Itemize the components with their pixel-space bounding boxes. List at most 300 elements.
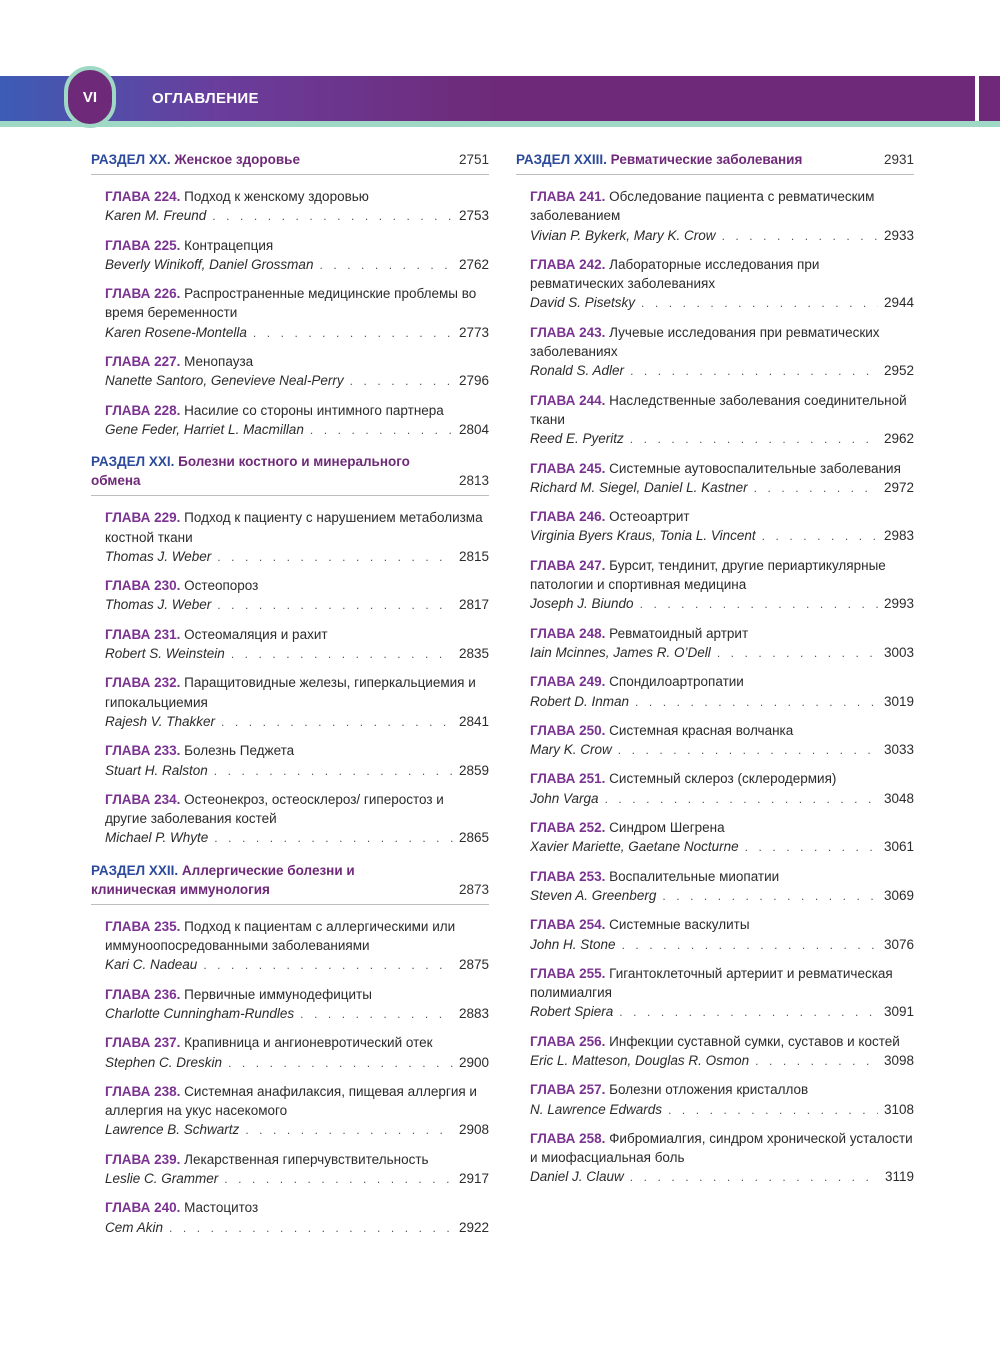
chapter-heading [105,187,489,206]
chapter-page: 3003 [883,644,914,660]
dot-leader [310,421,453,440]
chapter-number: ГЛАВА 235. [105,918,181,934]
chapter-title: Болезни отложения кристаллов [609,1082,809,1098]
page-number-badge [64,66,116,128]
chapter-number: ГЛАВА 243. [530,324,606,340]
chapter-page: 2962 [883,431,914,447]
author-line [105,644,489,664]
chapter-title: Лучевые исследования при ревматических заболеваниях [530,324,880,360]
chapter-entry[interactable] [530,1032,914,1072]
chapter-heading [105,1033,489,1052]
chapter-entry[interactable] [530,391,914,450]
chapter-author: Eric L. Matteson, Douglas R. Osmon [530,1052,750,1068]
chapter-page: 2753 [458,208,489,224]
chapter-number: ГЛАВА 246. [530,509,606,525]
chapter-entry[interactable] [530,187,914,246]
page-number: VI [82,88,98,106]
chapter-entry[interactable] [530,867,914,907]
chapter-title: Контрацепция [184,237,274,253]
author-line [105,420,489,440]
section-name: Болезни костного и минерального обмена [91,454,410,489]
chapter-page: 3033 [883,742,914,758]
section-title [91,861,411,899]
chapter-author: Robert S. Weinstein [105,646,225,662]
chapter-heading [530,964,914,1003]
chapter-page: 3098 [883,1052,914,1068]
chapter-author: Iain Mcinnes, James R. O’Dell [530,644,711,660]
chapter-number: ГЛАВА 224. [105,189,181,204]
chapter-author: Reed E. Pyeritz [530,431,624,447]
chapter-page: 3119 [884,1169,914,1185]
section-heading[interactable] [91,452,489,496]
chapter-number: ГЛАВА 258. [530,1130,606,1146]
chapter-title: Насилие со стороны интимного партнера [184,402,444,418]
chapter-heading [105,673,489,712]
chapter-number: ГЛАВА 257. [530,1082,606,1098]
chapter-number: ГЛАВА 252. [530,820,606,836]
section-title [516,150,802,169]
chapter-number: ГЛАВА 254. [530,917,606,933]
chapter-page: 3076 [883,936,914,952]
chapter-entry[interactable] [105,741,489,781]
chapter-heading [105,741,489,760]
author-line [530,226,914,246]
chapter-page: 2952 [883,363,914,379]
chapter-entry[interactable] [530,915,914,955]
chapter-number: ГЛАВА 250. [530,722,606,738]
dot-leader [668,1101,878,1120]
section-number: РАЗДЕЛ XX. [91,152,171,167]
chapter-entry[interactable] [105,576,489,616]
chapter-author: Lawrence B. Schwartz [105,1122,240,1138]
author-line [530,1100,914,1120]
chapter-entry[interactable] [530,672,914,712]
chapter-title: Болезнь Педжета [184,743,295,759]
chapter-author: Thomas J. Weber [105,597,212,613]
chapter-heading [530,915,914,934]
chapter-number: ГЛАВА 255. [530,965,606,981]
chapter-title: Остеоартрит [609,509,690,525]
chapter-number: ГЛАВА 248. [530,625,606,641]
author-line [530,789,914,809]
chapter-title: Менопауза [184,354,254,370]
chapter-heading [530,867,914,886]
author-line [105,1120,489,1140]
author-line [105,547,489,567]
chapter-page: 2972 [883,479,914,495]
dot-leader [745,838,878,857]
chapter-number: ГЛАВА 242. [530,256,606,272]
chapter-heading [105,284,489,323]
chapter-author: Xavier Mariette, Gaetane Nocturne [530,839,739,855]
dot-leader [618,741,878,760]
chapter-heading [530,1032,914,1051]
author-line [530,1051,914,1071]
chapter-number: ГЛАВА 228. [105,402,181,418]
chapter-title: Обследование пациента с ревматическим заболеванием [530,189,875,224]
chapter-number: ГЛАВА 236. [105,986,181,1002]
chapter-page: 2933 [883,227,914,243]
author-line [105,323,489,343]
chapter-heading [105,352,489,371]
chapter-title: Бурсит, тендинит, другие периартикулярные патологии и спортивная медицина [530,557,886,593]
dot-leader [231,645,453,664]
chapter-number: ГЛАВА 234. [105,791,181,807]
toc-right-column [516,150,914,1197]
section-title [91,452,411,490]
dot-leader [217,548,453,567]
dot-leader [245,1121,453,1140]
author-line [105,1053,489,1073]
dot-leader [754,479,878,498]
chapter-heading [105,1198,489,1217]
chapter-title: Системная красная волчанка [609,722,794,738]
dot-leader [605,790,878,809]
chapter-title: Наследственные заболевания соединительной ткани [530,392,907,427]
chapter-entry[interactable] [105,508,489,567]
chapter-heading [530,507,914,526]
author-line [105,955,489,975]
author-line [105,595,489,615]
chapter-number: ГЛАВА 227. [105,354,181,370]
chapter-heading [530,187,914,226]
dot-leader [717,644,878,663]
dot-leader [640,595,878,614]
chapter-entry[interactable] [105,187,489,227]
dot-leader [762,527,878,546]
chapter-page: 2804 [458,421,489,437]
section-heading[interactable] [91,150,489,175]
chapter-title: Гигантоклеточный артериит и ревматическая полимиалгия [530,965,893,1001]
chapter-number: ГЛАВА 249. [530,674,606,690]
chapter-title: Распространенные медицинские проблемы во время беременности [105,286,477,321]
chapter-page: 2900 [458,1054,489,1070]
chapter-entry[interactable] [105,1082,489,1141]
chapter-page: 2944 [883,295,914,311]
dot-leader [630,362,878,381]
dot-leader [228,1054,453,1073]
chapter-author: John Varga [530,790,599,806]
chapter-heading [105,985,489,1004]
chapter-author: Mary K. Crow [530,742,612,758]
dot-leader [630,430,878,449]
dot-leader [214,762,453,781]
section-page: 2751 [458,152,489,167]
chapter-entry[interactable] [530,1129,914,1188]
dot-leader [755,1052,878,1071]
chapter-author: Joseph J. Biundo [530,596,634,612]
chapter-page: 2993 [883,596,914,612]
author-line [105,1218,489,1238]
chapter-page: 3061 [883,839,914,855]
chapter-page: 2841 [458,713,489,729]
chapter-number: ГЛАВА 245. [530,460,606,476]
chapter-entry[interactable] [530,964,914,1023]
chapter-number: ГЛАВА 232. [105,675,181,691]
chapter-page: 2917 [458,1170,489,1186]
chapter-heading [530,672,914,691]
chapter-entry[interactable] [530,624,914,664]
author-line [105,1169,489,1189]
chapter-title: Системные васкулиты [609,917,750,933]
chapter-author: Daniel J. Clauw [530,1169,624,1185]
author-line [530,886,914,906]
chapter-entry[interactable] [530,556,914,615]
author-line [530,293,914,313]
header-band [0,76,1000,121]
author-line [105,1004,489,1024]
chapter-entry[interactable] [105,673,489,732]
dot-leader [300,1005,453,1024]
author-line [105,712,489,732]
chapter-author: Thomas J. Weber [105,548,212,564]
chapter-title: Инфекции суставной сумки, суставов и костей [609,1033,900,1049]
author-line [530,643,914,663]
chapter-author: Vivian P. Bykerk, Mary K. Crow [530,227,716,243]
section-heading[interactable] [91,861,489,905]
chapter-author: Rajesh V. Thakker [105,713,216,729]
chapter-entry[interactable] [105,625,489,665]
chapter-title: Синдром Шегрена [609,820,725,836]
chapter-title: Спондилоартропатии [609,674,744,690]
author-line [530,740,914,760]
chapter-entry[interactable] [105,1150,489,1190]
author-line [105,371,489,391]
chapter-author: Beverly Winikoff, Daniel Grossman [105,256,314,272]
chapter-author: Virginia Byers Kraus, Tonia L. Vincent [530,528,756,544]
chapter-title: Системные аутовоспалительные заболевания [609,460,901,476]
chapter-entry[interactable] [105,236,489,276]
chapter-page: 2908 [458,1122,489,1138]
chapter-heading [105,401,489,420]
chapter-entry[interactable] [530,255,914,314]
chapter-heading [530,391,914,430]
chapter-entry[interactable] [530,323,914,382]
chapter-title: Подход к пациенту с нарушением метаболизма костной ткани [105,510,483,545]
author-line [530,837,914,857]
chapter-number: ГЛАВА 247. [530,557,606,573]
author-line [105,206,489,226]
chapter-author: Kari C. Nadeau [105,957,198,973]
chapter-author: Karen M. Freund [105,208,207,224]
section-page: 2813 [458,473,489,489]
chapter-author: N. Lawrence Edwards [530,1101,663,1117]
chapter-author: Robert Spiera [530,1004,614,1020]
author-line [530,692,914,712]
section-number: РАЗДЕЛ XXII. [91,862,179,878]
chapter-number: ГЛАВА 239. [105,1151,181,1167]
chapter-heading [530,624,914,643]
chapter-heading [530,556,914,595]
chapter-author: Charlotte Cunningham-Rundles [105,1005,295,1021]
chapter-number: ГЛАВА 229. [105,510,181,526]
chapter-heading [105,576,489,595]
dot-leader [630,1168,879,1187]
author-line [530,1002,914,1022]
chapter-heading [105,236,489,255]
chapter-number: ГЛАВА 237. [105,1035,181,1051]
chapter-page: 2815 [458,548,489,564]
chapter-entry[interactable] [530,818,914,858]
chapter-heading [105,508,489,547]
chapter-heading [530,255,914,294]
chapter-page: 3019 [883,693,914,709]
chapter-heading [105,625,489,644]
author-line [105,828,489,848]
chapter-number: ГЛАВА 253. [530,868,606,884]
chapter-number: ГЛАВА 226. [105,286,181,302]
chapter-author: Stephen C. Dreskin [105,1054,223,1070]
author-line [105,255,489,275]
chapter-title: Подход к пациентам с аллергическими или иммуноопосредованными заболеваниями [105,918,456,954]
chapter-page: 2773 [458,324,489,340]
chapter-page: 2865 [458,830,489,846]
chapter-heading [530,1129,914,1168]
chapter-page: 3048 [883,790,914,806]
chapter-heading [530,818,914,837]
chapter-number: ГЛАВА 238. [105,1083,181,1099]
dot-leader [662,887,878,906]
dot-leader [350,372,453,391]
chapter-title: Крапивница и ангионевротический отек [184,1035,433,1051]
toc-left-column [91,150,489,1247]
chapter-heading [530,721,914,740]
chapter-page: 2922 [458,1219,489,1235]
chapter-entry[interactable] [530,459,914,499]
chapter-author: Michael P. Whyte [105,830,209,846]
chapter-page: 3108 [883,1101,914,1117]
author-line [530,478,914,498]
chapter-page: 2762 [458,256,489,272]
chapter-entry[interactable] [105,352,489,392]
chapter-number: ГЛАВА 240. [105,1200,181,1216]
chapter-title: Системная анафилаксия, пищевая аллергия и аллергия на укус насекомого [105,1083,477,1119]
chapter-title: Остеомаляция и рахит [184,626,328,642]
dot-leader [169,1219,453,1238]
chapter-author: Stuart H. Ralston [105,762,208,778]
chapter-page: 3091 [883,1004,914,1020]
chapter-entry[interactable] [105,917,489,976]
chapter-number: ГЛАВА 231. [105,626,181,642]
chapter-title: Подход к женскому здоровью [184,189,369,204]
chapter-entry[interactable] [105,1198,489,1238]
chapter-title: Мастоцитоз [184,1200,259,1216]
dot-leader [203,956,453,975]
chapter-entry[interactable] [530,721,914,761]
dot-leader [253,324,453,343]
author-line [530,935,914,955]
section-title [91,150,300,169]
chapter-heading [105,1150,489,1169]
chapter-number: ГЛАВА 225. [105,237,181,253]
chapter-page: 2835 [458,646,489,662]
chapter-entry[interactable] [105,1033,489,1073]
chapter-page: 2796 [458,373,489,389]
chapter-number: ГЛАВА 251. [530,771,606,787]
chapter-title: Ревматоидный артрит [609,625,749,641]
chapter-number: ГЛАВА 256. [530,1033,606,1049]
chapter-author: Steven A. Greenberg [530,887,657,903]
dot-leader [722,227,878,246]
chapter-page: 2875 [458,957,489,973]
chapter-heading [105,1082,489,1121]
chapter-title: Лабораторные исследования при ревматических заболеваниях [530,256,820,292]
dot-leader [641,294,878,313]
header-divider [975,76,979,121]
dot-leader [212,207,453,226]
chapter-title: Первичные иммунодефициты [184,986,372,1002]
chapter-title: Паращитовидные железы, гиперкальциемия и гипокальциемия [105,675,476,710]
chapter-entry[interactable] [530,1080,914,1120]
chapter-entry[interactable] [105,790,489,849]
section-name: Женское здоровье [174,152,300,167]
dot-leader [619,1003,878,1022]
chapter-author: David S. Pisetsky [530,295,636,311]
section-number: РАЗДЕЛ XXIII. [516,152,607,167]
author-line [530,1167,914,1187]
chapter-author: Richard M. Siegel, Daniel L. Kastner [530,479,748,495]
chapter-entry[interactable] [105,401,489,441]
chapter-author: Karen Rosene-Montella [105,324,247,340]
chapter-entry[interactable] [105,985,489,1025]
chapter-entry[interactable] [530,769,914,809]
section-page: 2873 [458,881,489,897]
dot-leader [319,256,453,275]
chapter-page: 2859 [458,762,489,778]
section-name: Аллергические болезни и клиническая иммунология [91,862,355,897]
author-line [530,594,914,614]
dot-leader [214,829,453,848]
chapter-author: John H. Stone [530,936,616,952]
dot-leader [622,936,878,955]
dot-leader [635,693,878,712]
author-line [530,429,914,449]
chapter-author: Robert D. Inman [530,693,630,709]
chapter-number: ГЛАВА 241. [530,189,606,204]
section-name: Ревматические заболевания [610,152,803,167]
chapter-heading [105,790,489,829]
chapter-entry[interactable] [105,284,489,343]
author-line [530,526,914,546]
chapter-heading [530,1080,914,1099]
author-line [105,761,489,781]
dot-leader [221,713,453,732]
chapter-title: Воспалительные миопатии [609,868,780,884]
chapter-page: 2983 [883,528,914,544]
dot-leader [217,596,453,615]
chapter-number: ГЛАВА 233. [105,743,181,759]
chapter-heading [530,459,914,478]
chapter-author: Leslie C. Grammer [105,1170,219,1186]
page-title: ОГЛАВЛЕНИЕ [152,90,259,107]
section-heading[interactable] [516,150,914,175]
chapter-author: Nanette Santoro, Genevieve Neal-Perry [105,373,344,389]
section-page: 2931 [883,152,914,167]
chapter-author: Gene Feder, Harriet L. Macmillan [105,421,304,437]
chapter-number: ГЛАВА 230. [105,578,181,594]
chapter-heading [530,769,914,788]
chapter-author: Ronald S. Adler [530,363,625,379]
chapter-heading [105,917,489,956]
chapter-entry[interactable] [530,507,914,547]
section-number: РАЗДЕЛ XXI. [91,454,175,470]
chapter-title: Остеонекроз, остеосклероз/ гиперостоз и другие заболевания костей [105,791,444,827]
chapter-title: Системный склероз (склеродермия) [609,771,837,787]
chapter-heading [530,323,914,362]
dot-leader [224,1170,453,1189]
chapter-page: 2817 [458,597,489,613]
chapter-title: Остеопороз [184,578,259,594]
